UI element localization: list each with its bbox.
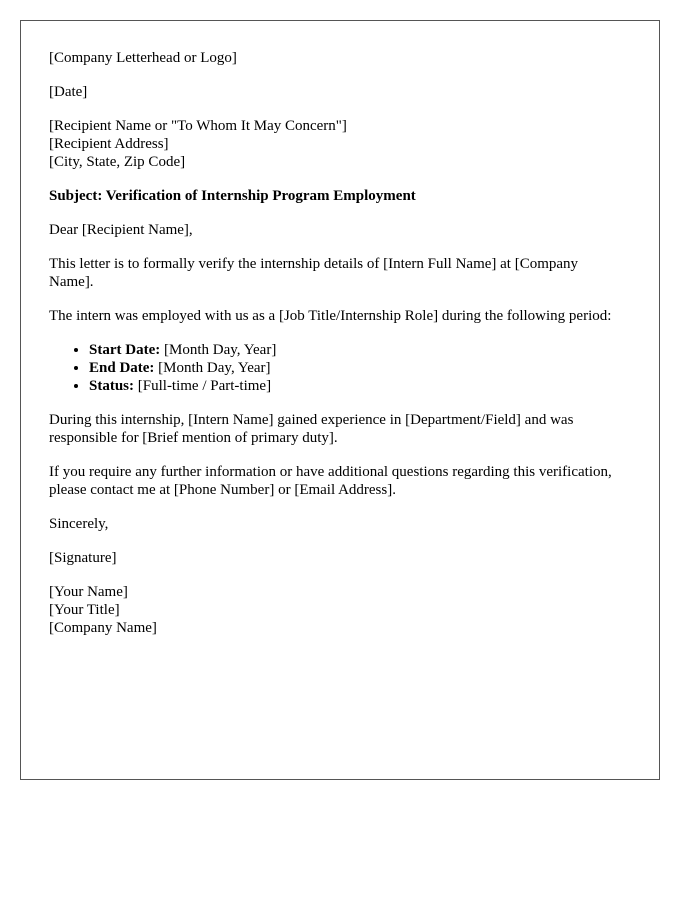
- start-date-label: Start Date:: [89, 342, 161, 358]
- letter-date: [Date]: [49, 84, 88, 100]
- list-item-status: [89, 377, 619, 395]
- subject-line: Subject: Verification of Internship Program Employment: [49, 188, 416, 204]
- salutation: Dear [Recipient Name],: [49, 222, 193, 238]
- status-label: Status:: [89, 378, 135, 394]
- employment-details-list: [49, 341, 619, 395]
- letter-page: [20, 20, 660, 780]
- recipient-city-state-zip: [City, State, Zip Code]: [49, 154, 186, 170]
- closing: Sincerely,: [49, 516, 109, 532]
- letter-body: [49, 49, 619, 653]
- signature: [Signature]: [49, 550, 117, 566]
- employment-paragraph: The intern was employed with us as a [Job Title/Internship Role] during the following period:: [49, 308, 612, 324]
- sender-company: [Company Name]: [49, 620, 157, 636]
- sender-block: [49, 583, 619, 637]
- intro-paragraph: This letter is to formally verify the internship details of [Intern Full Name] at [Company Name].: [49, 256, 579, 290]
- status-value: [Full-time / Part-time]: [134, 378, 272, 394]
- sender-title: [Your Title]: [49, 602, 120, 618]
- recipient-block: [49, 117, 619, 171]
- contact-paragraph: If you require any further information or have additional questions regarding this verification, please contact me at [Phone Number] or [Email Address].: [49, 464, 612, 498]
- recipient-address: [Recipient Address]: [49, 136, 169, 152]
- letterhead: [Company Letterhead or Logo]: [49, 50, 237, 66]
- list-item-start-date: [89, 341, 619, 359]
- recipient-name: [Recipient Name or "To Whom It May Concern"]: [49, 118, 347, 134]
- sender-name: [Your Name]: [49, 584, 128, 600]
- end-date-label: End Date:: [89, 360, 155, 376]
- start-date-value: [Month Day, Year]: [160, 342, 277, 358]
- end-date-value: [Month Day, Year]: [154, 360, 271, 376]
- list-item-end-date: [89, 359, 619, 377]
- experience-paragraph: During this internship, [Intern Name] gained experience in [Department/Field] and was responsible for [Brief mention of primary duty].: [49, 412, 574, 446]
